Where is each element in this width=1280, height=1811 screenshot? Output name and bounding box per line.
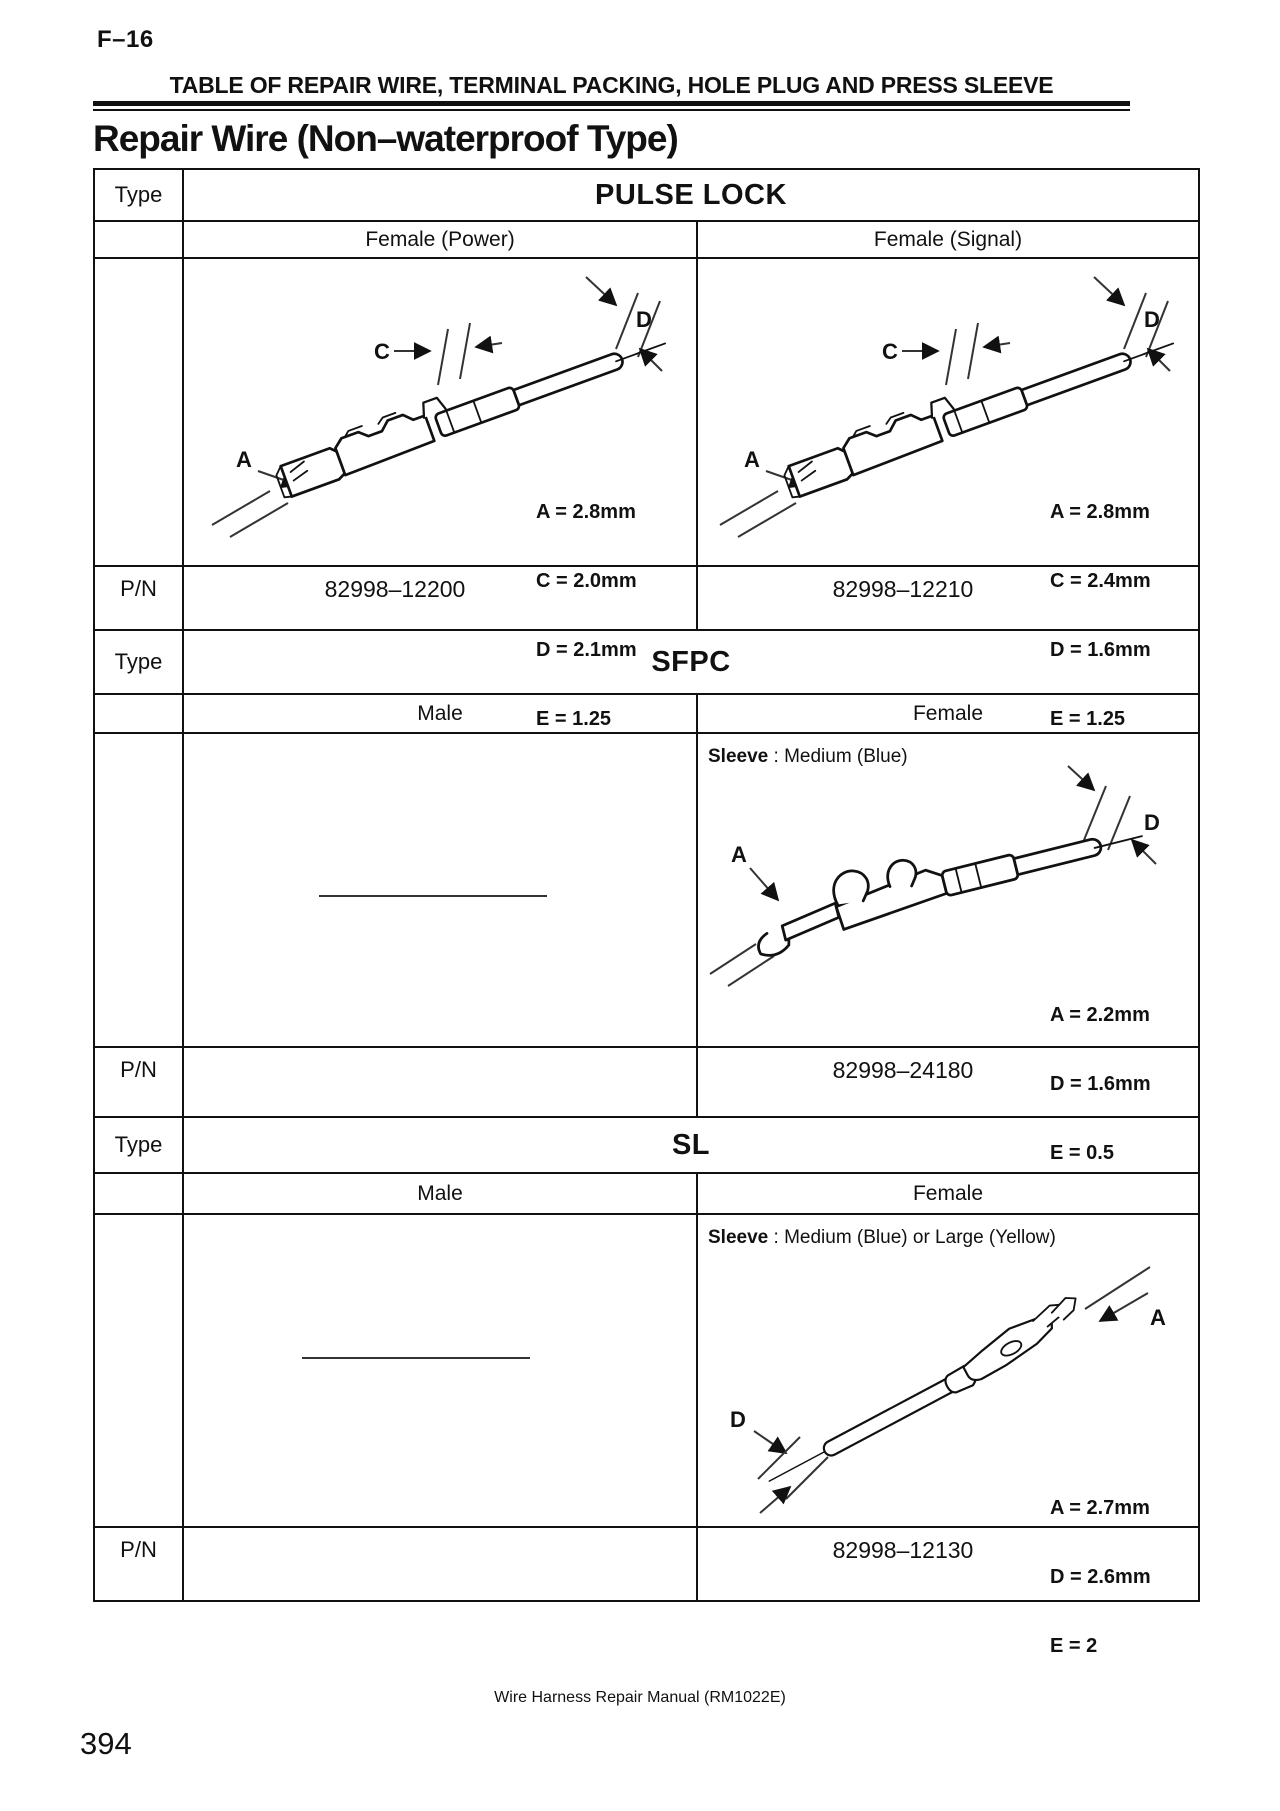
page-number: 394 bbox=[80, 1726, 132, 1761]
dim-label-a: A bbox=[744, 447, 760, 472]
dim-label-d: D bbox=[730, 1407, 746, 1432]
dim-label-a: A bbox=[731, 842, 747, 867]
type-label-cell-pulse-lock: Type bbox=[95, 170, 184, 222]
dim-line: E = 1.25 bbox=[536, 708, 612, 730]
dim-label-d: D bbox=[1144, 307, 1160, 332]
diagram-cell-sfpc-male bbox=[184, 734, 698, 1048]
dim-line: D = 2.6mm bbox=[1050, 1566, 1151, 1588]
sleeve-label: Sleeve bbox=[708, 746, 769, 767]
spacer-cell bbox=[95, 1215, 184, 1528]
dim-label-a: A bbox=[1150, 1305, 1166, 1330]
terminal-body bbox=[758, 1293, 1089, 1491]
dim-line: C = 2.4mm bbox=[1050, 570, 1151, 592]
column-header-female-power: Female (Power) bbox=[184, 222, 698, 259]
pn-label-cell: P/N bbox=[95, 567, 184, 631]
dim-line: D = 2.1mm bbox=[536, 639, 637, 661]
empty-cell-dash bbox=[319, 895, 547, 897]
section-heading: Repair Wire (Non–waterproof Type) bbox=[93, 118, 678, 159]
title-rule-thick bbox=[93, 101, 1130, 106]
spacer-cell bbox=[95, 734, 184, 1048]
dim-line: A = 2.8mm bbox=[536, 501, 636, 523]
part-number-pulse-lock-power: 82998–12200 bbox=[184, 567, 698, 631]
dim-line: E = 0.5 bbox=[1050, 1142, 1114, 1164]
dim-line: E = 2 bbox=[1050, 1635, 1098, 1657]
spacer-cell bbox=[95, 259, 184, 567]
dim-line: A = 2.8mm bbox=[1050, 501, 1150, 523]
page-title: TABLE OF REPAIR WIRE, TERMINAL PACKING, HOLE PLUG AND PRESS SLEEVE bbox=[169, 72, 1054, 98]
title-rule-thin bbox=[93, 109, 1130, 111]
dim-label-d: D bbox=[636, 307, 652, 332]
part-number-sfpc-male bbox=[184, 1048, 698, 1118]
dim-line: A = 2.7mm bbox=[1050, 1497, 1150, 1519]
pn-label-cell: P/N bbox=[95, 1048, 184, 1118]
type-name-pulse-lock: PULSE LOCK bbox=[184, 170, 1198, 222]
column-header-sfpc-male: Male bbox=[184, 695, 698, 734]
dim-line: A = 2.2mm bbox=[1050, 1004, 1150, 1026]
part-number-sl-female: 82998–12130 bbox=[832, 1537, 974, 1563]
spacer-cell bbox=[95, 1174, 184, 1215]
type-name-sfpc: SFPC bbox=[184, 631, 1198, 695]
sleeve-value: : Medium (Blue) bbox=[768, 746, 908, 767]
terminal-body bbox=[746, 800, 1149, 958]
dim-line: E = 1.25 bbox=[1050, 708, 1126, 730]
type-name-sl: SL bbox=[184, 1118, 1198, 1174]
dim-label-d: D bbox=[1144, 810, 1160, 835]
part-number-sfpc-female: 82998–24180 bbox=[698, 1048, 1198, 1118]
column-header-female-signal: Female (Signal) bbox=[698, 222, 1198, 259]
empty-cell-dash bbox=[302, 1357, 530, 1359]
column-header-sl-female: Female bbox=[698, 1174, 1198, 1215]
repair-wire-table bbox=[93, 168, 1200, 1657]
spacer-cell bbox=[95, 222, 184, 259]
part-number-sl-male bbox=[184, 1528, 698, 1600]
dim-label-c: C bbox=[374, 339, 390, 364]
type-label-cell-sl: Type bbox=[95, 1118, 184, 1174]
sleeve-value: : Medium (Blue) or Large (Yellow) bbox=[768, 1227, 1056, 1248]
column-header-sl-male: Male bbox=[184, 1174, 698, 1215]
dim-label-c: C bbox=[882, 339, 898, 364]
dim-line: D = 1.6mm bbox=[1050, 1073, 1151, 1095]
dim-line: D = 1.6mm bbox=[1050, 639, 1151, 661]
page-ref: F–16 bbox=[97, 26, 154, 53]
column-header-sfpc-female: Female bbox=[698, 695, 1198, 734]
type-label-cell-sfpc: Type bbox=[95, 631, 184, 695]
diagram-cell-sl-male bbox=[184, 1215, 698, 1528]
part-number-pulse-lock-signal: 82998–12210 bbox=[698, 567, 1198, 631]
footer-manual-name: Wire Harness Repair Manual (RM1022E) bbox=[494, 1689, 786, 1706]
dim-line: C = 2.0mm bbox=[536, 570, 637, 592]
spacer-cell bbox=[95, 695, 184, 734]
sleeve-label: Sleeve bbox=[708, 1227, 769, 1248]
pn-label-cell: P/N bbox=[95, 1528, 184, 1600]
dim-label-a: A bbox=[236, 447, 252, 472]
